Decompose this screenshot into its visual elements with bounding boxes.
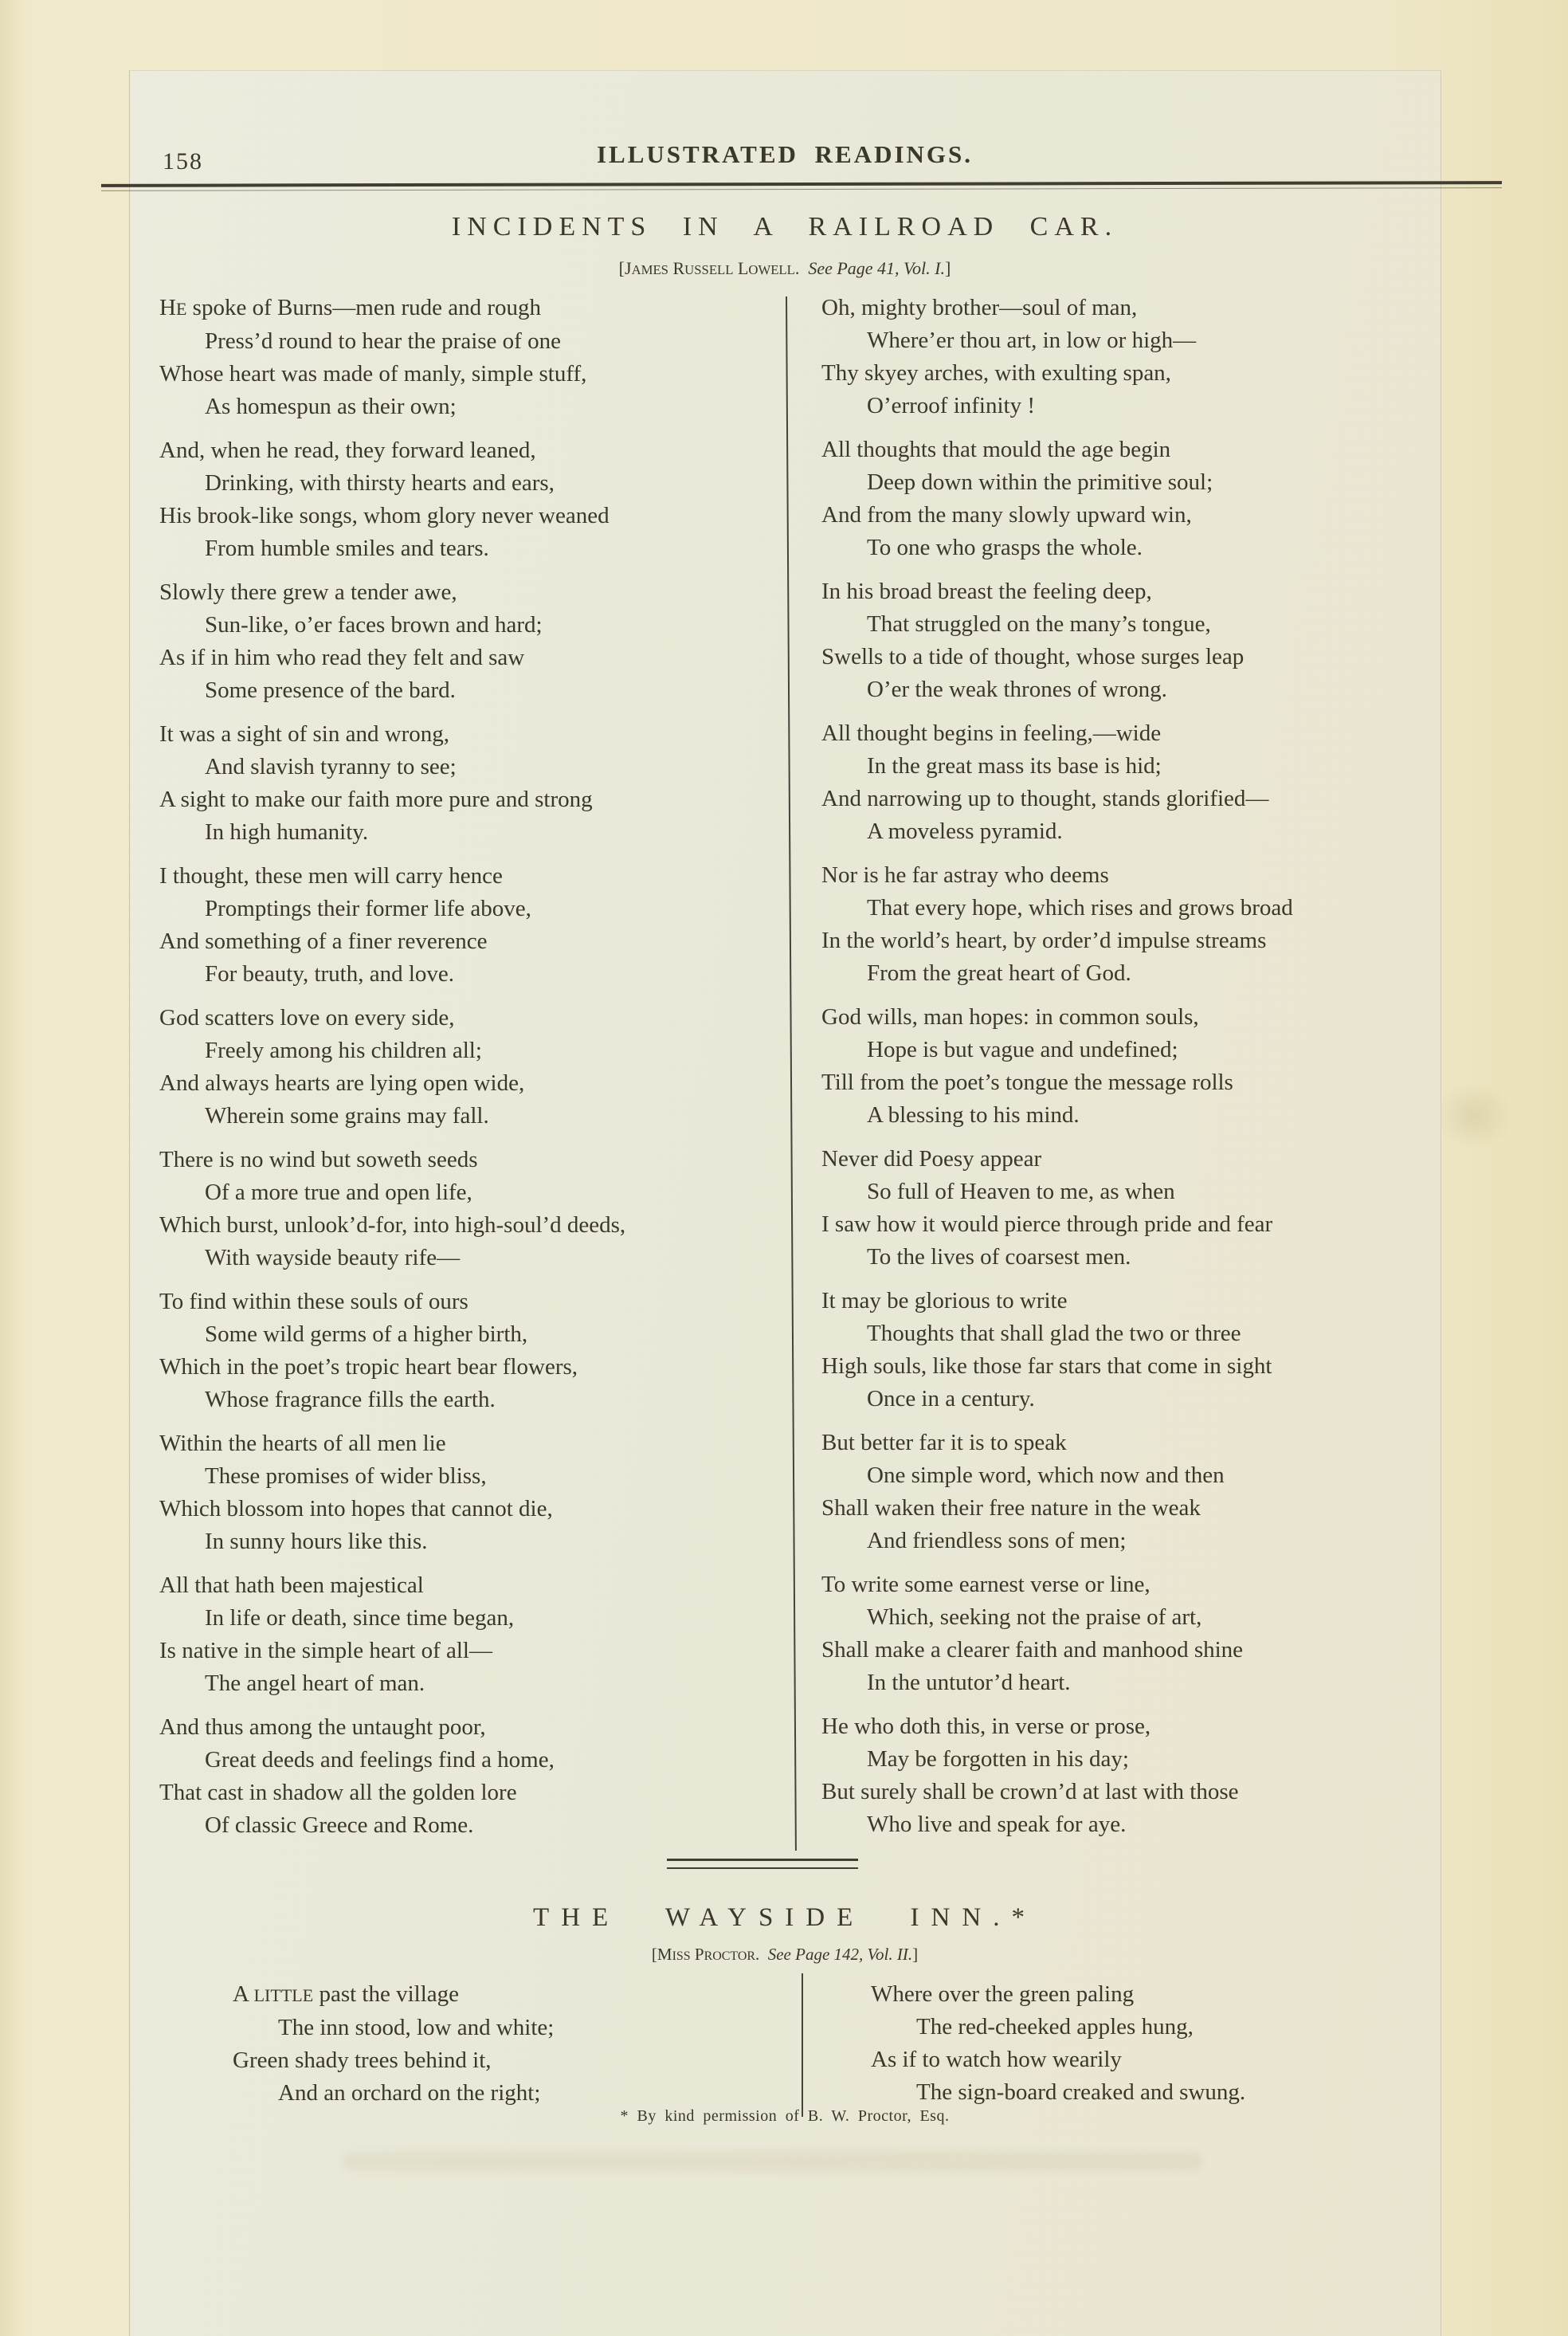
poem-line: That struggled on the many’s tongue, — [867, 611, 1211, 637]
poem-line: He who doth this, in verse or prose, — [821, 1714, 1151, 1739]
poem-line: To the lives of coarsest men. — [867, 1244, 1131, 1270]
stanza — [821, 1285, 1441, 1415]
poem-line: O’er the weak thrones of wrong. — [867, 677, 1167, 702]
stanza — [821, 292, 1441, 422]
poem2-reference: See Page 142, Vol. II. — [767, 1945, 913, 1964]
poem-line: In his broad breast the feeling deep, — [821, 579, 1152, 604]
stanza — [821, 717, 1441, 848]
small-caps-text: ISS — [672, 1949, 691, 1963]
poem-line: And, when he read, they forward leaned, — [159, 438, 536, 463]
poem-line: Which blossom into hopes that cannot die, — [159, 1496, 553, 1521]
poem-line: A moveless pyramid. — [867, 819, 1063, 844]
poem-line: Within the hearts of all men lie — [159, 1431, 446, 1456]
poem2-title: THE WAYSIDE INN.* — [533, 1903, 1037, 1932]
poem-line: His brook-like songs, whom glory never weaned — [159, 503, 610, 528]
poem-line: Which, seeking not the praise of art, — [867, 1604, 1202, 1630]
poem-line: And friendless sons of men; — [867, 1528, 1127, 1553]
small-caps-text: USSELL — [684, 262, 734, 277]
poem-line: And something of a finer reverence — [159, 929, 488, 954]
poem-line: A sight to make our faith more pure and strong — [159, 787, 593, 812]
poem-line: Drinking, with thirsty hearts and ears, — [205, 470, 555, 496]
poem-line: It was a sight of sin and wrong, — [159, 721, 450, 747]
stanza — [159, 292, 785, 423]
poem2-left-column — [129, 1978, 802, 2121]
poem-line: Slowly there grew a tender awe, — [159, 579, 457, 605]
poem-line: As if in him who read they felt and saw — [159, 645, 525, 670]
poem-line: From the great heart of God. — [867, 960, 1131, 986]
poem-line: Where’er thou art, in low or high— — [867, 328, 1197, 353]
poem-line: For beauty, truth, and love. — [205, 961, 455, 987]
poem-line: The red-cheeked apples hung, — [916, 2014, 1194, 2040]
poem2-column-divider-rule — [802, 1973, 803, 2117]
poem-line: Some wild germs of a higher birth, — [205, 1321, 528, 1347]
poem-line: That every hope, which rises and grows broad — [867, 895, 1293, 921]
poem-line: Swells to a tide of thought, whose surges leap — [821, 644, 1245, 669]
poem-line: As if to watch how wearily — [871, 2047, 1122, 2072]
poem-line: HE spoke of Burns—men rude and rough — [159, 295, 542, 320]
poem-line: And an orchard on the right; — [278, 2080, 541, 2106]
poem-line: And thus among the untaught poor, — [159, 1714, 486, 1740]
poem-line: Some presence of the bard. — [205, 677, 456, 703]
poem-line: All thoughts that mould the age begin — [821, 437, 1171, 462]
poem1-attribution — [129, 258, 1441, 279]
stanza — [821, 1427, 1441, 1557]
poem-line: In the world’s heart, by order’d impulse streams — [821, 928, 1267, 953]
poem-line: To one who grasps the whole. — [867, 535, 1143, 560]
poem-line: In the great mass its base is hid; — [867, 753, 1162, 779]
stanza — [821, 1143, 1441, 1274]
poem-line: From humble smiles and tears. — [205, 536, 489, 561]
stanza — [821, 434, 1441, 564]
small-caps-text: AMES — [631, 262, 668, 277]
poem-line: Promptings their former life above, — [205, 896, 531, 921]
poem-line: A blessing to his mind. — [867, 1102, 1080, 1128]
poem1-author: JAMES RUSSELL LOWELL. — [625, 258, 800, 278]
poem-line: Of classic Greece and Rome. — [205, 1812, 474, 1838]
poem-line: But better far it is to speak — [821, 1430, 1067, 1455]
poem1-reference: See Page 41, Vol. I. — [808, 258, 945, 278]
poem-line: O’erroof infinity ! — [867, 393, 1035, 418]
print-ghost-smudge — [343, 2152, 1203, 2171]
small-caps-text: OWELL — [748, 262, 795, 277]
poem-line: Deep down within the primitive soul; — [867, 469, 1213, 495]
poem-line: To write some earnest verse or line, — [821, 1572, 1151, 1597]
poem-line: I saw how it would pierce through pride and fear — [821, 1211, 1273, 1237]
poem-line: That cast in shadow all the golden lore — [159, 1780, 517, 1805]
stanza — [159, 1427, 785, 1558]
poem-line: Nor is he far astray who deems — [821, 862, 1109, 888]
stanza — [159, 1002, 785, 1133]
poem-line: Once in a century. — [867, 1386, 1035, 1411]
stanza — [233, 1978, 802, 2110]
stanza — [159, 718, 785, 849]
poem-line: The sign-board creaked and swung. — [916, 2079, 1246, 2105]
poem-line: In high humanity. — [205, 819, 369, 845]
poem-line: These promises of wider bliss, — [205, 1463, 487, 1489]
running-title: ILLUSTRATED READINGS. — [596, 140, 974, 168]
footnote: * By kind permission of B. W. Proctor, Esq. — [620, 2107, 950, 2125]
poem-line: Till from the poet’s tongue the message rolls — [821, 1070, 1233, 1095]
poem-line: Is native in the simple heart of all— — [159, 1638, 492, 1663]
poem-line: There is no wind but soweth seeds — [159, 1147, 478, 1172]
stanza — [821, 575, 1441, 706]
poem-line: The angel heart of man. — [205, 1671, 425, 1696]
stanza — [159, 576, 785, 707]
stanza — [871, 1978, 1440, 2109]
poem-line: To find within these souls of ours — [159, 1289, 468, 1314]
poem-line: Wherein some grains may fall. — [205, 1103, 489, 1129]
poem-line: And slavish tyranny to see; — [205, 754, 457, 779]
stanza — [821, 859, 1441, 990]
poem-line: Shall waken their free nature in the weak — [821, 1495, 1201, 1521]
poem-line: With wayside beauty rife— — [205, 1245, 461, 1270]
poem-line: All thought begins in feeling,—wide — [821, 720, 1162, 746]
stanza — [159, 1144, 785, 1274]
stanza — [159, 860, 785, 991]
poem-line: Great deeds and feelings find a home, — [205, 1747, 555, 1773]
attribution-close-bracket: ] — [945, 258, 951, 278]
poem-line: A LITTLE past the village — [233, 1981, 460, 2007]
poem-line: May be forgotten in his day; — [867, 1746, 1129, 1772]
poem-line: As homespun as their own; — [205, 394, 457, 419]
poem-line: In the untutor’d heart. — [867, 1670, 1071, 1695]
poem-line: Which burst, unlook’d-for, into high-soul’d deeds, — [159, 1212, 626, 1238]
poem-line: The inn stood, low and white; — [278, 2015, 555, 2040]
poem-line: God scatters love on every side, — [159, 1005, 455, 1031]
poem-line: It may be glorious to write — [821, 1288, 1068, 1313]
poem-line: Thoughts that shall glad the two or three — [867, 1321, 1241, 1346]
page-number: 158 — [163, 148, 203, 175]
poem-line: One simple word, which now and then — [867, 1462, 1225, 1488]
poem-line: Whose heart was made of manly, simple stuff, — [159, 361, 587, 387]
poem-line: Freely among his children all; — [205, 1038, 482, 1063]
poem1-left-column — [129, 292, 785, 1853]
poem-line: But surely shall be crown’d at last with those — [821, 1779, 1239, 1804]
poem-line: Of a more true and open life, — [205, 1180, 472, 1205]
attribution-open-bracket: [ — [651, 1945, 657, 1964]
poem1-columns — [129, 292, 1441, 1853]
poem2-columns — [129, 1978, 1441, 2121]
section-divider-rule — [667, 1859, 858, 1869]
stanza — [159, 1569, 785, 1700]
poem2-right-column — [802, 1978, 1440, 2121]
stanza — [159, 1286, 785, 1416]
small-caps-text: ROCTOR — [704, 1949, 755, 1963]
stanza — [821, 1001, 1441, 1132]
poem-line: In life or death, since time began, — [205, 1605, 515, 1631]
poem-line: Oh, mighty brother—soul of man, — [821, 295, 1138, 320]
poem-line: Never did Poesy appear — [821, 1146, 1042, 1172]
stanza — [159, 1711, 785, 1842]
stanza — [159, 434, 785, 565]
poem-line: So full of Heaven to me, as when — [867, 1179, 1175, 1204]
poem-line: Hope is but vague and undefined; — [867, 1037, 1178, 1062]
small-caps-text: LITTLE — [253, 1985, 314, 2005]
poem-line: Press’d round to hear the praise of one — [205, 328, 561, 354]
poem-line: And always hearts are lying open wide, — [159, 1070, 525, 1096]
poem1-right-column — [785, 292, 1441, 1853]
attribution-separator — [799, 258, 808, 278]
stanza — [821, 1710, 1441, 1841]
poem-line: Which in the poet’s tropic heart bear flowers, — [159, 1354, 578, 1380]
poem-line: Thy skyey arches, with exulting span, — [821, 360, 1171, 386]
poem-line: Who live and speak for aye. — [867, 1812, 1127, 1837]
stanza — [821, 1568, 1441, 1699]
attribution-separator — [759, 1945, 768, 1964]
poem-line: Shall make a clearer faith and manhood shine — [821, 1637, 1244, 1663]
poem-line: In sunny hours like this. — [205, 1529, 428, 1554]
poem-line: Sun-like, o’er faces brown and hard; — [205, 612, 543, 638]
poem-line: High souls, like those far stars that come in sight — [821, 1353, 1272, 1379]
poem2-author: MISS PROCTOR. — [657, 1945, 760, 1964]
poem-line: Whose fragrance fills the earth. — [205, 1387, 496, 1412]
poem-line: All that hath been majestical — [159, 1572, 424, 1598]
poem-line: God wills, man hopes: in common souls, — [821, 1004, 1199, 1030]
poem-line: Green shady trees behind it, — [233, 2047, 492, 2073]
poem-line: Where over the green paling — [871, 1981, 1135, 2007]
poem-line: And from the many slowly upward win, — [821, 502, 1192, 528]
poem2-attribution — [129, 1945, 1441, 1965]
poem-line: I thought, these men will carry hence — [159, 863, 503, 889]
small-caps-text: E — [175, 299, 187, 319]
attribution-open-bracket: [ — [618, 258, 625, 278]
poem-line: And narrowing up to thought, stands glorified— — [821, 786, 1269, 811]
poem1-title: INCIDENTS IN A RAILROAD CAR. — [451, 212, 1119, 241]
attribution-close-bracket: ] — [912, 1945, 919, 1964]
